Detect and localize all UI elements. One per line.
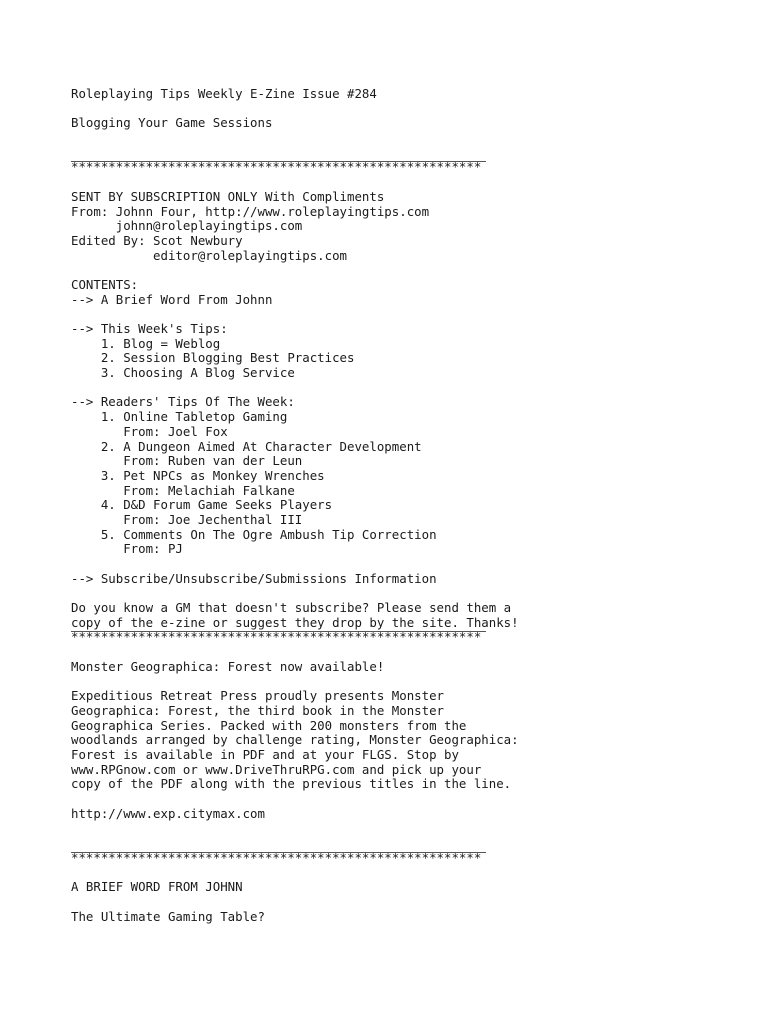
blank-line (71, 895, 731, 910)
edited-by-line: Edited By: Scot Newbury (71, 232, 243, 248)
ad-body-line: Geographica Series. Packed with 200 monsters from the (71, 717, 467, 733)
weeks-tip-item: 1. Blog = Weblog (71, 335, 221, 351)
readers-tip-author: From: Melachiah Falkane (71, 482, 295, 498)
contents-item-brief-word: --> A Brief Word From Johnn (71, 291, 273, 307)
weeks-tip-item: 2. Session Blogging Best Practices (71, 350, 355, 366)
section-subheading: The Ultimate Gaming Table? (71, 908, 265, 924)
ad-body-line: woodlands arranged by challenge rating, Monster Geographica: (71, 732, 519, 748)
blank-line (71, 307, 731, 322)
readers-tip-item: 5. Comments On The Ogre Ambush Tip Correction (71, 526, 437, 542)
ezine-document (71, 87, 731, 924)
ad-body-line: www.RPGnow.com or www.DriveThruRPG.com and pick up your (71, 761, 482, 777)
blank-line (71, 865, 731, 880)
readers-tip-author: From: PJ (71, 541, 183, 557)
blank-line (71, 263, 731, 278)
blank-line (71, 102, 731, 117)
blank-line (71, 175, 731, 190)
blank-line (71, 586, 731, 601)
from-email: johnn@roleplayingtips.com (71, 218, 303, 234)
readers-tip-item: 3. Pet NPCs as Monkey Wrenches (71, 467, 325, 483)
blank-line (71, 792, 731, 807)
blank-line (71, 836, 731, 851)
ad-url: http://www.exp.citymax.com (71, 805, 265, 821)
section-heading: A BRIEF WORD FROM JOHNN (71, 879, 243, 895)
readers-tip-item: 2. A Dungeon Aimed At Character Development (71, 438, 422, 454)
ad-body-line: Forest is available in PDF and at your FLGS. Stop by (71, 746, 459, 762)
blank-line (71, 675, 731, 690)
contents-weeks-tips-heading: --> This Week's Tips: (71, 321, 228, 336)
gm-note-line: copy of the e-zine or suggest they drop by the site. Thanks! (71, 614, 519, 630)
blank-line (71, 146, 731, 161)
blank-line (71, 821, 731, 836)
readers-tip-item: 1. Online Tabletop Gaming (71, 409, 288, 425)
separator-rule: ******************************************************* (71, 630, 731, 645)
readers-tip-item: 4. D&D Forum Game Seeks Players (71, 497, 333, 513)
from-line: From: Johnn Four, http://www.roleplayingtips.com (71, 203, 430, 219)
blank-line (71, 381, 731, 396)
readers-tip-author: From: Joe Jechenthal III (71, 511, 303, 527)
ad-headline: Monster Geographica: Forest now available! (71, 658, 385, 674)
ad-body-line: copy of the PDF along with the previous titles in the line. (71, 776, 512, 792)
subscription-notice: SENT BY SUBSCRIPTION ONLY With Compliments (71, 188, 385, 204)
ad-body-line: Geographica: Forest, the third book in the Monster (71, 702, 444, 718)
weeks-tip-item: 3. Choosing A Blog Service (71, 365, 295, 381)
blank-line (71, 131, 731, 146)
separator-rule: ******************************************************* (71, 160, 731, 175)
readers-tip-author: From: Joel Fox (71, 423, 228, 439)
gm-note-line: Do you know a GM that doesn't subscribe? Please send them a (71, 600, 512, 616)
ezine-subtitle: Blogging Your Game Sessions (71, 115, 273, 131)
contents-heading: CONTENTS: (71, 276, 139, 292)
contents-item-subscribe: --> Subscribe/Unsubscribe/Submissions Information (71, 570, 437, 586)
readers-tip-author: From: Ruben van der Leun (71, 453, 303, 469)
contents-readers-tips-heading: --> Readers' Tips Of The Week: (71, 394, 295, 410)
ad-body-line: Expeditious Retreat Press proudly presents Monster (71, 688, 444, 704)
blank-line (71, 645, 731, 660)
ezine-title: Roleplaying Tips Weekly E-Zine Issue #284 (71, 86, 377, 101)
blank-line (71, 557, 731, 572)
editor-email: editor@roleplayingtips.com (71, 247, 348, 263)
separator-rule: ******************************************************* (71, 851, 731, 866)
